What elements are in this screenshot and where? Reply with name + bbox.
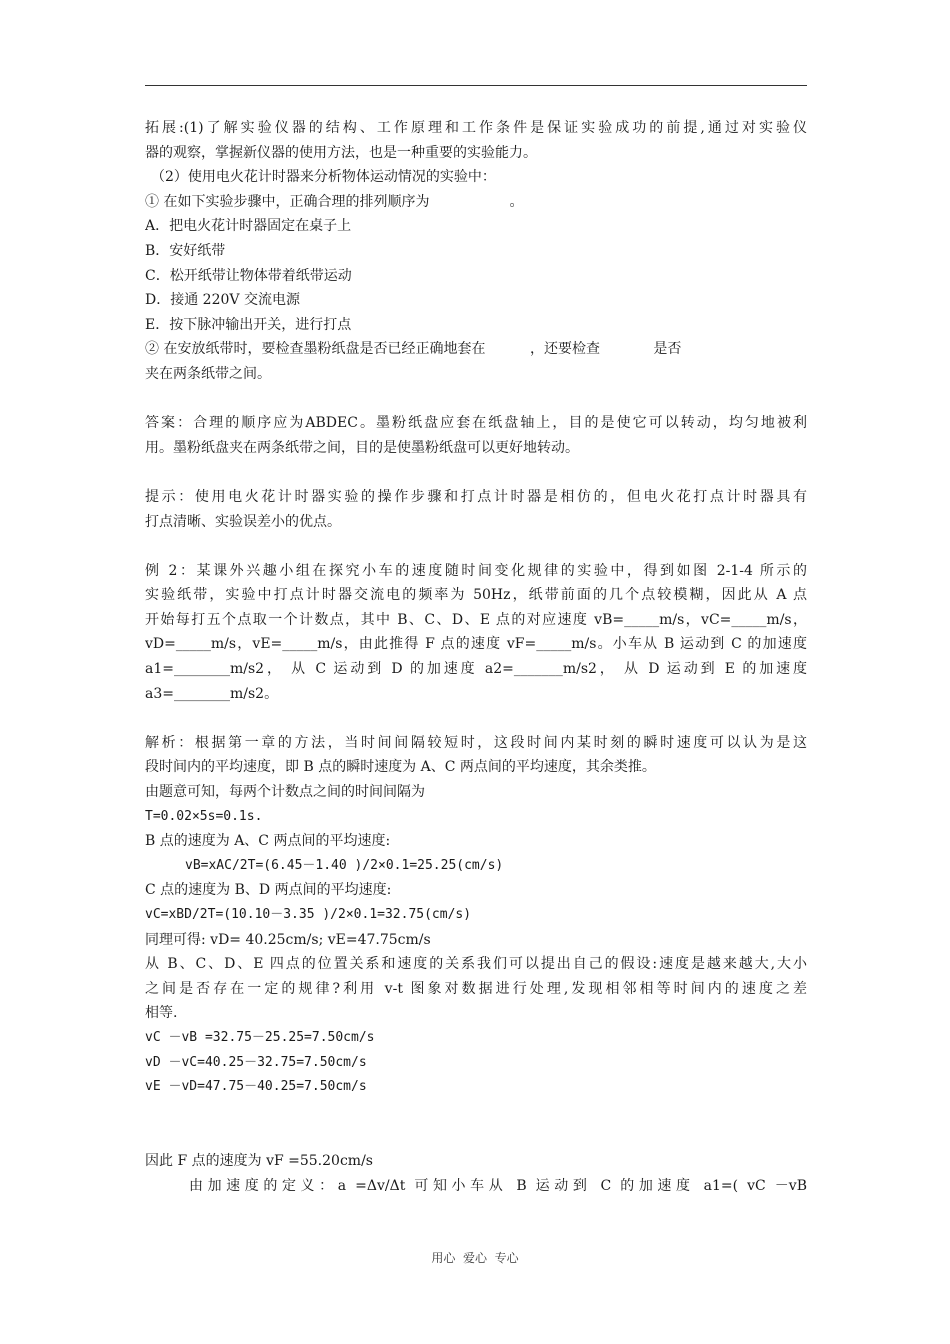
text-line: 拓展:(1)了解实验仪器的结构、工作原理和工作条件是保证实验成功的前提,通过对实验仪: [145, 120, 807, 136]
paragraph-gap: [145, 706, 807, 731]
paragraph-gap: [145, 534, 807, 559]
text-line: vC=xBD/2T=(10.10－3.35 )/2×0.1=32.75(cm/s): [145, 907, 472, 922]
text-line: vD=_____m/s，vE=_____m/s，由此推得 F 点的速度 vF=_____m/s。小车从 B 运动到 C 的加速度: [145, 636, 807, 653]
text-line: （2）使用电火花计时器来分析物体运动情况的实验中：: [151, 169, 496, 186]
paragraph-gap: [145, 1100, 807, 1149]
text-line: 开始每打五个点取一个计数点，其中 B、C、D、E 点的对应速度 vB=_____m/s，vC=_____m/s，: [145, 611, 807, 628]
text-line: 由加速度的定义：a =Δv/Δt 可知小车从 B 运动到 C 的加速度 a1=( vC －vB: [189, 1177, 807, 1194]
text-line: 实验纸带，实验中打点计时器交流电的频率为 50Hz，纸带前面的几个点较模糊，因此从 A 点: [145, 587, 807, 604]
text-line: 答案：合理的顺序应为ABDEC。墨粉纸盘应套在纸盘轴上，目的是使它可以转动，均匀地被利: [145, 415, 807, 432]
document-body: [145, 116, 807, 1198]
text-line: E．按下脉冲输出开关，进行打点: [145, 316, 352, 333]
text-line: D．接通 220V 交流电源: [145, 292, 300, 309]
text-line: 同理可得: vD= 40.25cm/s; vE=47.75cm/s: [145, 931, 431, 948]
text-line: ② 在安放纸带时，要检查墨粉纸盘是否已经正确地套在 ，还要检查 是否: [145, 341, 682, 358]
text-line: vE －vD=47.75－40.25=7.50cm/s: [145, 1079, 367, 1095]
text-line: 相等.: [145, 1005, 178, 1022]
header-rule: [145, 85, 807, 86]
text-line: 用。墨粉纸盘夹在两条纸带之间，目的是使墨粉纸盘可以更好地转动。: [145, 439, 579, 456]
text-line: 因此 F 点的速度为 vF =55.20cm/s: [145, 1152, 373, 1169]
text-line: 由题意可知，每两个计数点之间的时间间隔为: [145, 784, 425, 801]
text-line: 从 B、C、D、E 四点的位置关系和速度的关系我们可以提出自己的假设:速度是越来越大,大小: [145, 956, 807, 973]
paragraph-gap: [145, 387, 807, 412]
text-line: 打点清晰、实验误差小的优点。: [145, 513, 341, 530]
text-line: 夹在两条纸带之间。: [145, 365, 271, 382]
text-line: B．安好纸带: [145, 242, 226, 259]
text-line: 提示：使用电火花计时器实验的操作步骤和打点计时器是相仿的，但电火花打点计时器具有: [145, 488, 807, 505]
text-line: vB=xAC/2T=(6.45－1.40 )/2×0.1=25.25(cm/s): [185, 857, 504, 873]
text-line: 段时间内的平均速度，即 B 点的瞬时速度为 A、C 两点间的平均速度，其余类推。: [145, 759, 656, 776]
text-line: vC －vB =32.75－25.25=7.50cm/s: [145, 1029, 375, 1045]
text-line: C．松开纸带让物体带着纸带运动: [145, 267, 352, 284]
text-line: 之间是否存在一定的规律?利用 v-t 图象对数据进行处理,发现相邻相等时间内的速度之差: [145, 980, 807, 997]
text-line: C 点的速度为 B、D 两点间的平均速度:: [145, 882, 392, 899]
text-line: 例 2：某课外兴趣小组在探究小车的速度随时间变化规律的实验中，得到如图 2-1-4 所示的: [145, 562, 807, 579]
text-line: 解析：根据第一章的方法，当时间间隔较短时，这段时间内某时刻的瞬时速度可以认为是这: [145, 734, 807, 751]
text-line: A．把电火花计时器固定在桌子上: [145, 218, 352, 235]
text-line: T=0.02×5s=0.1s.: [145, 808, 263, 824]
text-line: ① 在如下实验步骤中，正确合理的排列顺序为 。: [145, 193, 524, 210]
text-line: B 点的速度为 A、C 两点间的平均速度:: [145, 833, 391, 850]
text-line: 器的观察，掌握新仪器的使用方法，也是一种重要的实验能力。: [145, 144, 537, 161]
text-line: a3=________m/s2。: [145, 685, 279, 702]
text-line: a1=________m/s2， 从 C 运动到 D 的加速度 a2=_______m/s2， 从 D 运动到 E 的加速度: [145, 661, 807, 678]
page-footer: 用心 爱心 专心: [431, 1251, 519, 1265]
paragraph-gap: [145, 460, 807, 485]
text-line: vD －vC=40.25－32.75=7.50cm/s: [145, 1054, 367, 1070]
